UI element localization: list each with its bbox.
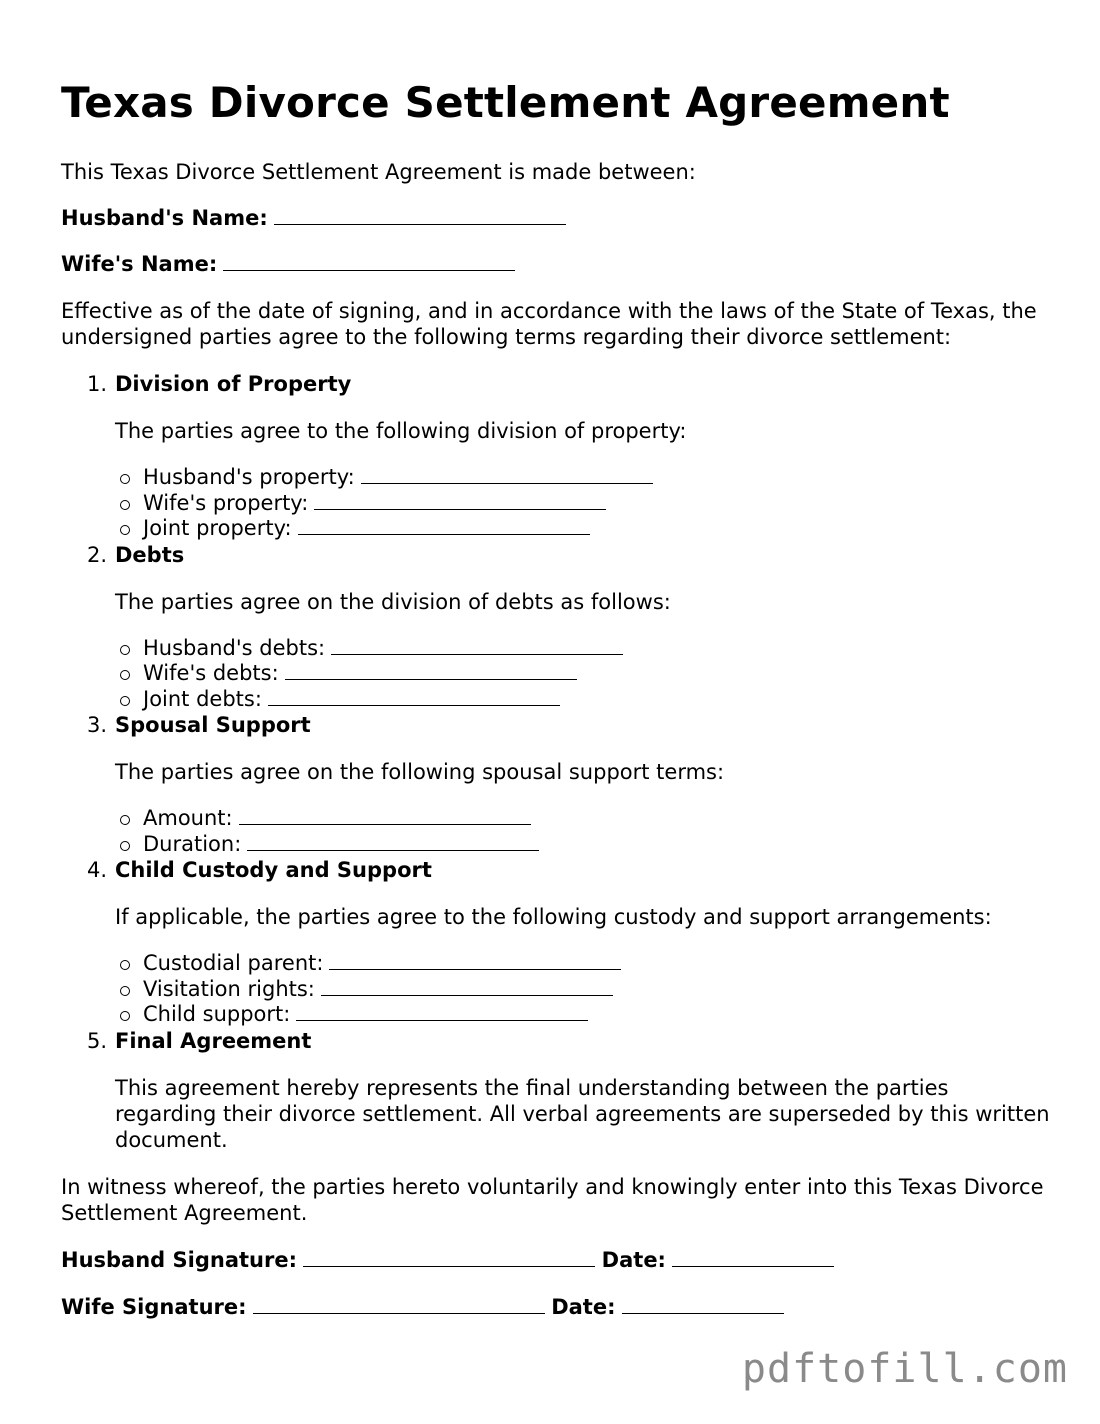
wife-signature-label: Wife Signature: xyxy=(61,1294,247,1319)
section-number: 2. xyxy=(87,542,108,567)
item-label: Custodial parent: xyxy=(143,951,324,975)
item-blank[interactable] xyxy=(331,636,623,655)
item-label: Husband's debts: xyxy=(143,635,326,660)
list-item xyxy=(143,951,1051,977)
item-blank[interactable] xyxy=(321,977,613,996)
watermark: pdftofill.com xyxy=(741,1346,1068,1392)
wife-name-field xyxy=(61,251,1051,277)
section-title: Child Custody and Support xyxy=(115,858,432,882)
witness-text: In witness whereof, the parties hereto voluntarily and knowingly enter into this Texas Divorce Settlement Agreement. xyxy=(61,1174,1044,1225)
document-title: Texas Divorce Settlement Agreement xyxy=(61,78,950,127)
list-item xyxy=(143,661,1051,687)
document-page xyxy=(61,0,1051,1320)
item-label: Wife's property: xyxy=(143,490,309,515)
item-label: Husband's property: xyxy=(143,465,355,489)
item-label: Wife's debts: xyxy=(143,661,279,685)
husband-date-blank[interactable] xyxy=(672,1248,834,1267)
section-title: Final Agreement xyxy=(115,1028,312,1053)
item-label: Child support: xyxy=(143,1002,291,1026)
item-blank[interactable] xyxy=(298,516,590,535)
section-division-of-property xyxy=(87,371,1051,542)
section-title: Division of Property xyxy=(115,372,352,396)
list-item xyxy=(143,806,1051,832)
wife-name-blank[interactable] xyxy=(223,252,515,271)
wife-signature-line xyxy=(61,1294,1051,1320)
sections-list xyxy=(61,371,1051,1153)
section-number: 5. xyxy=(87,1028,108,1053)
section-description: The parties agree on the following spousal support terms: xyxy=(115,760,725,784)
section-number: 3. xyxy=(87,713,108,737)
list-item xyxy=(143,832,1051,858)
intro-text: This Texas Divorce Settlement Agreement is made between: xyxy=(61,160,696,184)
husband-name-field xyxy=(61,205,1051,231)
list-item xyxy=(143,977,1051,1003)
item-label: Amount: xyxy=(143,806,233,830)
wife-date-blank[interactable] xyxy=(622,1295,784,1314)
section-items xyxy=(115,806,1051,857)
section-child-custody xyxy=(87,857,1051,1028)
section-description: The parties agree on the division of debts as follows: xyxy=(115,589,671,614)
section-items xyxy=(115,465,1051,542)
wife-name-label: Wife's Name: xyxy=(61,252,218,276)
list-item xyxy=(143,636,1051,662)
item-blank[interactable] xyxy=(361,465,653,484)
section-title: Spousal Support xyxy=(115,713,311,737)
item-label: Joint property: xyxy=(143,516,292,540)
item-label: Duration: xyxy=(143,831,242,856)
husband-signature-line xyxy=(61,1247,1051,1273)
section-debts xyxy=(87,542,1051,713)
section-title: Debts xyxy=(115,542,185,567)
list-item xyxy=(143,516,1051,542)
item-blank[interactable] xyxy=(268,687,560,706)
item-blank[interactable] xyxy=(285,661,577,680)
section-description: The parties agree to the following division of property: xyxy=(115,419,687,443)
item-blank[interactable] xyxy=(296,1002,588,1021)
list-item xyxy=(143,465,1051,491)
item-blank[interactable] xyxy=(329,951,621,970)
husband-name-label: Husband's Name: xyxy=(61,206,268,230)
husband-date-label: Date: xyxy=(601,1247,666,1272)
section-number: 4. xyxy=(87,858,108,882)
section-items xyxy=(115,951,1051,1028)
section-description: If applicable, the parties agree to the following custody and support arrangements: xyxy=(115,905,992,929)
wife-signature-blank[interactable] xyxy=(253,1295,545,1314)
section-items xyxy=(115,636,1051,713)
list-item xyxy=(143,491,1051,517)
section-number: 1. xyxy=(87,372,108,396)
section-description: This agreement hereby represents the final understanding between the parties regarding their divorce settlement. All verbal agreements are superseded by this written document. xyxy=(115,1075,1050,1152)
list-item xyxy=(143,687,1051,713)
section-spousal-support xyxy=(87,712,1051,857)
husband-name-blank[interactable] xyxy=(274,206,566,225)
list-item xyxy=(143,1002,1051,1028)
effective-text: Effective as of the date of signing, and in accordance with the laws of the State of Texas, the undersigned parties agree to the following terms regarding their divorce settlement: xyxy=(61,299,1037,349)
husband-signature-blank[interactable] xyxy=(303,1248,595,1267)
item-label: Visitation rights: xyxy=(143,976,315,1001)
item-label: Joint debts: xyxy=(143,686,262,711)
husband-signature-label: Husband Signature: xyxy=(61,1247,297,1272)
item-blank[interactable] xyxy=(239,806,531,825)
wife-date-label: Date: xyxy=(551,1294,616,1319)
section-final-agreement xyxy=(87,1028,1051,1153)
item-blank[interactable] xyxy=(247,832,539,851)
item-blank[interactable] xyxy=(314,491,606,510)
